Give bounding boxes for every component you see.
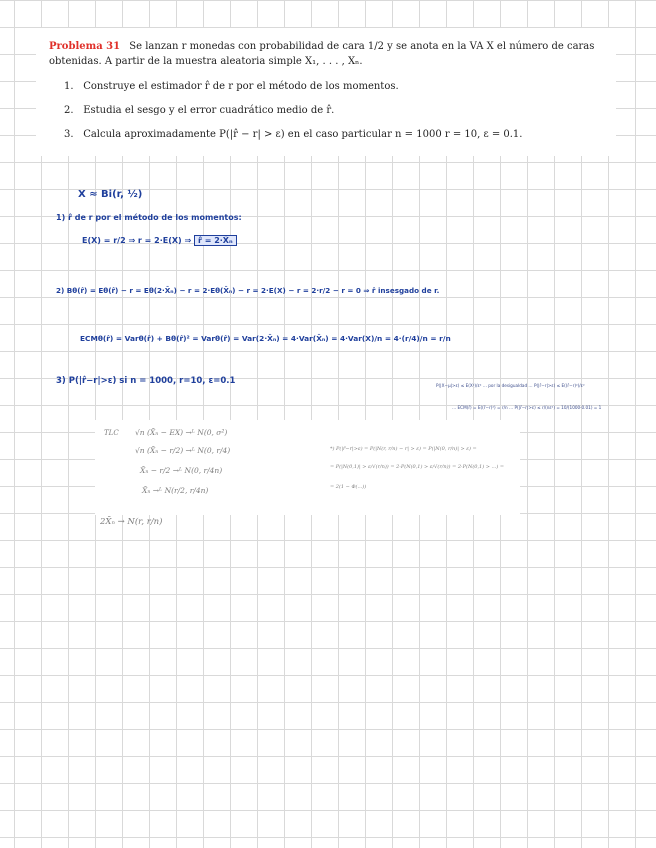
problem-title: Problema 31 [49, 41, 121, 52]
task-item [64, 127, 604, 142]
part1-boxed-estimator: r̂ = 2·X̄ₙ [194, 235, 237, 246]
tlc-line: √n (X̄ₙ − EX) →ᴸ N(0, σ²) [135, 428, 228, 437]
task-number: 1. [64, 81, 74, 92]
tlc-line: √n (X̄ₙ − r/2) →ᴸ N(0, r/4) [135, 446, 231, 455]
task-text: Calcula aproximadamente P(|r̂ − r| > ε) en el caso particular n = 1000 r = 10, ε = 0.1. [83, 129, 523, 140]
tlc-final: 2X̄ₙ → N(r, r/n) [100, 517, 163, 527]
task-text: Construye el estimador r̂ de r por el método de los momentos. [83, 81, 399, 92]
problem-intro-text: Se lanzan r monedas con probabilidad de cara 1/2 y se anota en la VA X el número de caras obtenidas. A partir de la muestra aleatoria simple X₁, . . . , Xₙ. [49, 41, 595, 67]
task-text: Estudia el sesgo y el error cuadrático medio de r̂. [83, 105, 335, 116]
tlc-line: X̄ₙ →ᴸ N(r/2, r/4n) [142, 486, 209, 495]
task-item [64, 103, 604, 118]
task-item [64, 79, 604, 94]
part1-equation [82, 236, 237, 245]
tlc-line: X̄ₙ − r/2 →ᴸ N(0, r/4n) [140, 466, 223, 475]
side-note-chebyshev-2: … ECM(r̂) = E((r̂−r)²) = r/n … P(|r̂−r|>ε) ≤ r/(nε²) = 10/(1000·0.01) = 1 [452, 405, 602, 410]
calc-line: *) P(|r̂−r|>ε) = P(|N(r, r/n) − r| > ε) = P(|N(0, r/n)| > ε) = [330, 446, 477, 452]
part1-derivation: E(X) = r/2 ⇒ r = 2·E(X) ⇒ [82, 236, 192, 245]
distribution-note: X ≈ Bi(r, ½) [78, 189, 143, 200]
task-number: 2. [64, 105, 74, 116]
task-number: 3. [64, 129, 74, 140]
part2-ecm-line: ECMθ(r̂) = Varθ(r̂) + Bθ(r̂)² = Varθ(r̂) = Var(2·X̄ₙ) = 4·Var(X̄ₙ) = 4·Var(X)/n = 4·(r/4)/n = r/n [80, 334, 451, 343]
calc-line: = 2(1 − Φ(...)) [330, 484, 367, 490]
problem-statement [36, 28, 616, 156]
part1-heading: 1) r̂ de r por el método de los momentos: [56, 213, 242, 222]
part3-heading: 3) P(|r̂−r|>ε) si n = 1000, r=10, ε=0.1 [56, 376, 236, 386]
part2-bias-line: 2) Bθ(r̂) = Eθ(r̂) − r = Eθ(2·X̄ₙ) − r = 2·Eθ(X̄ₙ) − r = 2·E(X) − r = 2·r/2 − r = 0 ⇒ r̂ insesgado de r. [56, 286, 440, 295]
problem-intro-block [49, 39, 605, 69]
tlc-label: TLC [104, 429, 119, 437]
side-note-chebyshev-1: P(|X−μ|>ε) ≤ E(X²)/ε² … por la desigualdad … P(|r̂−r|>ε) ≤ E((r̂−r)²)/ε² [436, 383, 585, 388]
calc-line: = P(|N(0,1)| > ε/√(r/n)) = 2·P(N(0,1) > ε/√(r/n)) = 2·P(N(0,1) > ...) = [330, 464, 505, 470]
task-list [64, 79, 604, 151]
